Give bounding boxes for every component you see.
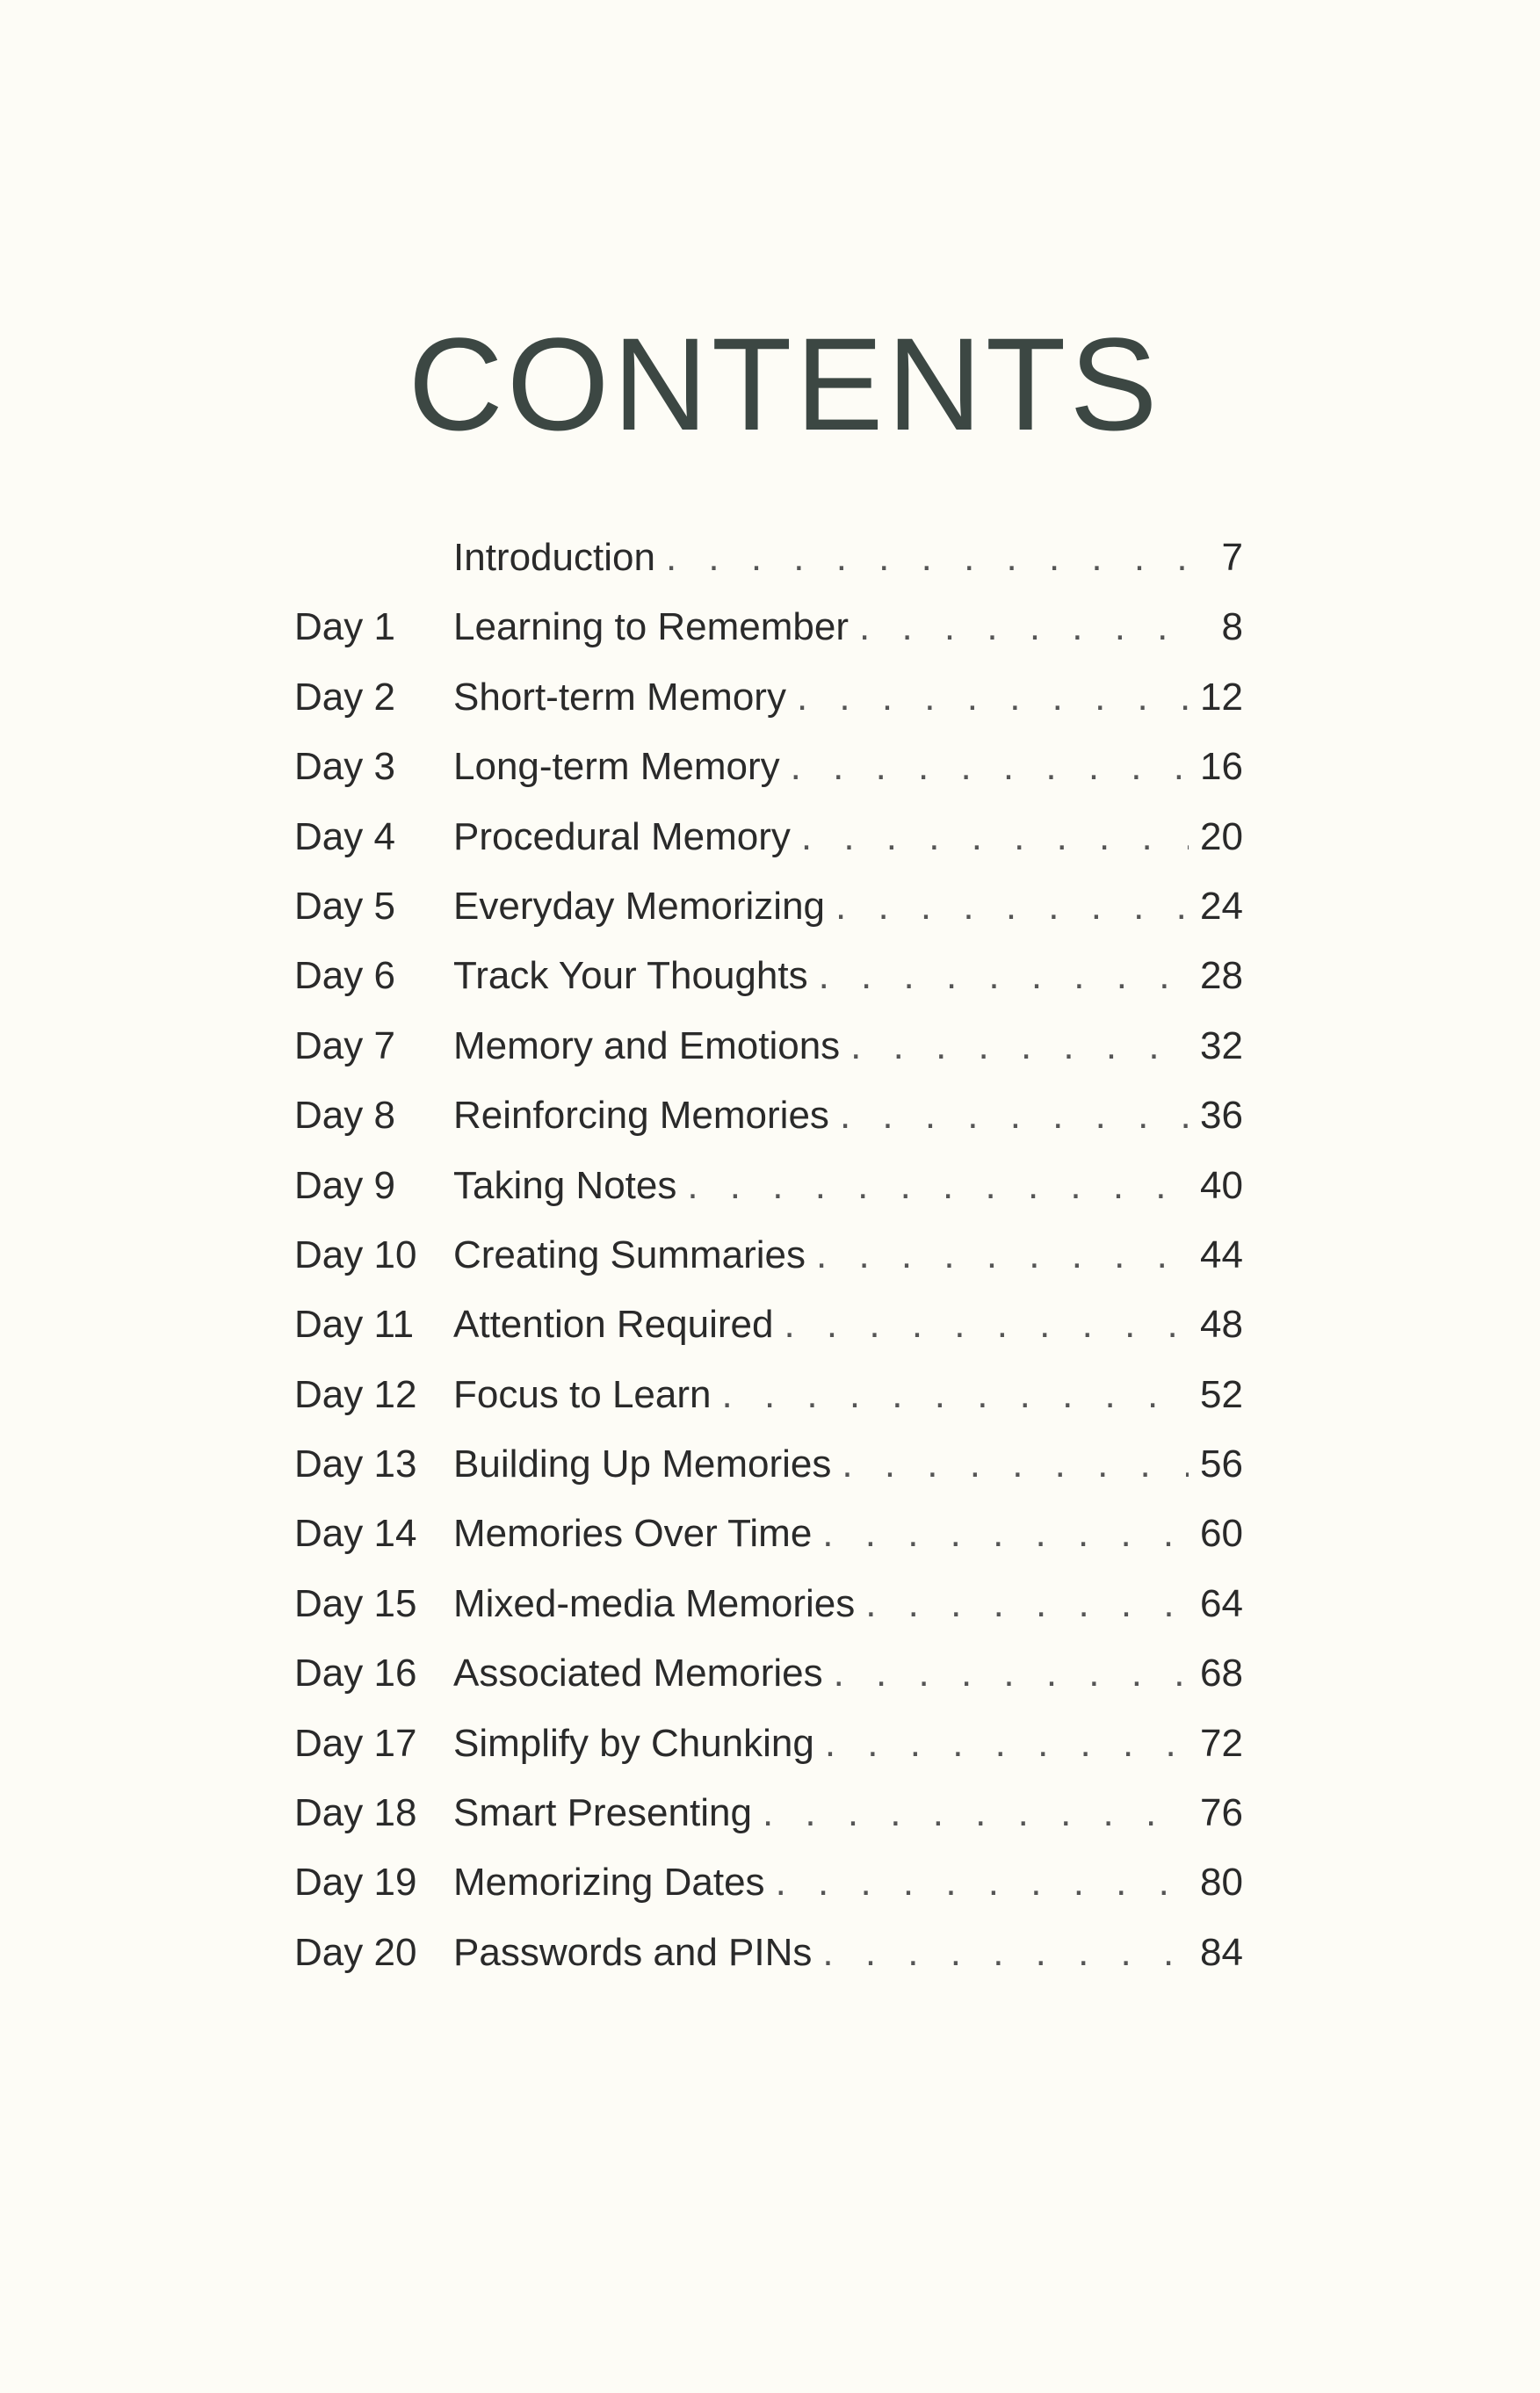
toc-page-number: 16 [1200,745,1243,789]
toc-page-number: 20 [1200,814,1243,858]
toc-entry[interactable] [294,1652,1243,1721]
toc-entry[interactable] [294,605,1243,675]
dot-leader [666,536,1189,580]
toc-entry[interactable] [294,1582,1243,1652]
toc-chapter-title: Building Up Memories [453,1442,832,1486]
toc-chapter-title: Reinforcing Memories [453,1094,829,1138]
toc-page-number: 44 [1200,1233,1243,1276]
dot-leader [840,1094,1189,1138]
dot-leader [784,1303,1189,1347]
dot-leader [722,1373,1189,1417]
toc-day-label: Day 7 [294,1023,395,1067]
toc-day-label: Day 8 [294,1094,395,1138]
toc-entry[interactable] [294,954,1243,1023]
dot-leader [834,1652,1189,1695]
toc-day-label: Day 18 [294,1791,417,1835]
table-of-contents [294,536,1243,2000]
dot-leader [850,1024,1189,1068]
toc-day-label: Day 20 [294,1930,417,1974]
toc-day-label: Day 14 [294,1512,417,1556]
toc-day-label: Day 16 [294,1652,417,1695]
toc-page-number: 84 [1200,1930,1243,1974]
toc-entry[interactable] [294,745,1243,814]
dot-leader [825,1722,1189,1766]
toc-chapter-title: Memory and Emotions [453,1023,841,1067]
toc-day-label: Day 1 [294,605,395,649]
dot-leader [797,676,1189,719]
toc-chapter-title: Associated Memories [453,1652,823,1695]
toc-page-number: 64 [1200,1581,1243,1625]
toc-day-label: Day 4 [294,814,395,858]
toc-day-label: Day 17 [294,1721,417,1765]
toc-page-number: 32 [1200,1023,1243,1067]
toc-chapter-title: Smart Presenting [453,1791,752,1835]
toc-day-label: Day 6 [294,954,395,998]
toc-chapter-title: Long-term Memory [453,745,780,789]
toc-day-label: Day 12 [294,1372,417,1416]
toc-page-number: 7 [1221,536,1243,579]
toc-chapter-title: Memorizing Dates [453,1861,765,1905]
page-title: CONTENTS [408,309,1161,458]
toc-page-number: 60 [1200,1512,1243,1556]
toc-day-label: Day 3 [294,745,395,789]
toc-entry[interactable] [294,1303,1243,1372]
dot-leader [816,1233,1189,1277]
toc-chapter-title: Track Your Thoughts [453,954,808,998]
toc-entry[interactable] [294,1931,1243,2000]
toc-page-number: 36 [1200,1094,1243,1138]
toc-chapter-title: Taking Notes [453,1163,677,1207]
toc-entry[interactable] [294,815,1243,885]
toc-page-number: 28 [1200,954,1243,998]
dot-leader [801,815,1189,859]
toc-page-number: 80 [1200,1861,1243,1905]
toc-entry[interactable] [294,1373,1243,1442]
toc-entry[interactable] [294,676,1243,745]
toc-page-number: 48 [1200,1303,1243,1347]
toc-day-label: Day 2 [294,675,395,719]
toc-chapter-title: Learning to Remember [453,605,850,649]
dot-leader [859,605,1189,649]
dot-leader [819,954,1189,998]
toc-page-number: 68 [1200,1652,1243,1695]
dot-leader [865,1582,1189,1626]
toc-chapter-title: Focus to Learn [453,1372,712,1416]
toc-page-number: 72 [1200,1721,1243,1765]
toc-entry[interactable] [294,1164,1243,1233]
dot-leader [835,885,1189,929]
toc-page-number: 76 [1200,1791,1243,1835]
toc-entry[interactable] [294,1791,1243,1861]
toc-entry[interactable] [294,885,1243,954]
toc-day-label: Day 10 [294,1233,417,1276]
toc-entry[interactable] [294,1442,1243,1512]
toc-entry[interactable] [294,1094,1243,1163]
toc-chapter-title: Passwords and PINs [453,1930,813,1974]
toc-page-number: 8 [1221,605,1243,649]
dot-leader [822,1931,1189,1975]
toc-chapter-title: Everyday Memorizing [453,884,826,928]
toc-day-label: Day 13 [294,1442,417,1486]
toc-chapter-title: Introduction [453,536,655,579]
toc-entry[interactable] [294,1512,1243,1581]
dot-leader [776,1861,1189,1905]
toc-chapter-title: Simplify by Chunking [453,1721,814,1765]
toc-entry[interactable] [294,1233,1243,1303]
toc-entry[interactable] [294,536,1243,605]
toc-page-number: 52 [1200,1372,1243,1416]
toc-day-label: Day 9 [294,1163,395,1207]
toc-page-number: 56 [1200,1442,1243,1486]
toc-page-number: 40 [1200,1163,1243,1207]
toc-page-number: 12 [1200,675,1243,719]
toc-day-label: Day 5 [294,884,395,928]
dot-leader [791,745,1189,789]
dot-leader [842,1442,1189,1486]
toc-day-label: Day 15 [294,1581,417,1625]
dot-leader [822,1512,1189,1556]
toc-entry[interactable] [294,1024,1243,1094]
toc-chapter-title: Memories Over Time [453,1512,813,1556]
toc-page-number: 24 [1200,884,1243,928]
toc-chapter-title: Short-term Memory [453,675,786,719]
dot-leader [763,1791,1189,1835]
toc-entry[interactable] [294,1861,1243,1930]
toc-day-label: Day 19 [294,1861,417,1905]
toc-day-label: Day 11 [294,1303,415,1347]
toc-chapter-title: Attention Required [453,1303,774,1347]
toc-chapter-title: Creating Summaries [453,1233,806,1276]
dot-leader [687,1164,1189,1208]
toc-chapter-title: Procedural Memory [453,814,791,858]
toc-entry[interactable] [294,1722,1243,1791]
toc-chapter-title: Mixed-media Memories [453,1581,856,1625]
